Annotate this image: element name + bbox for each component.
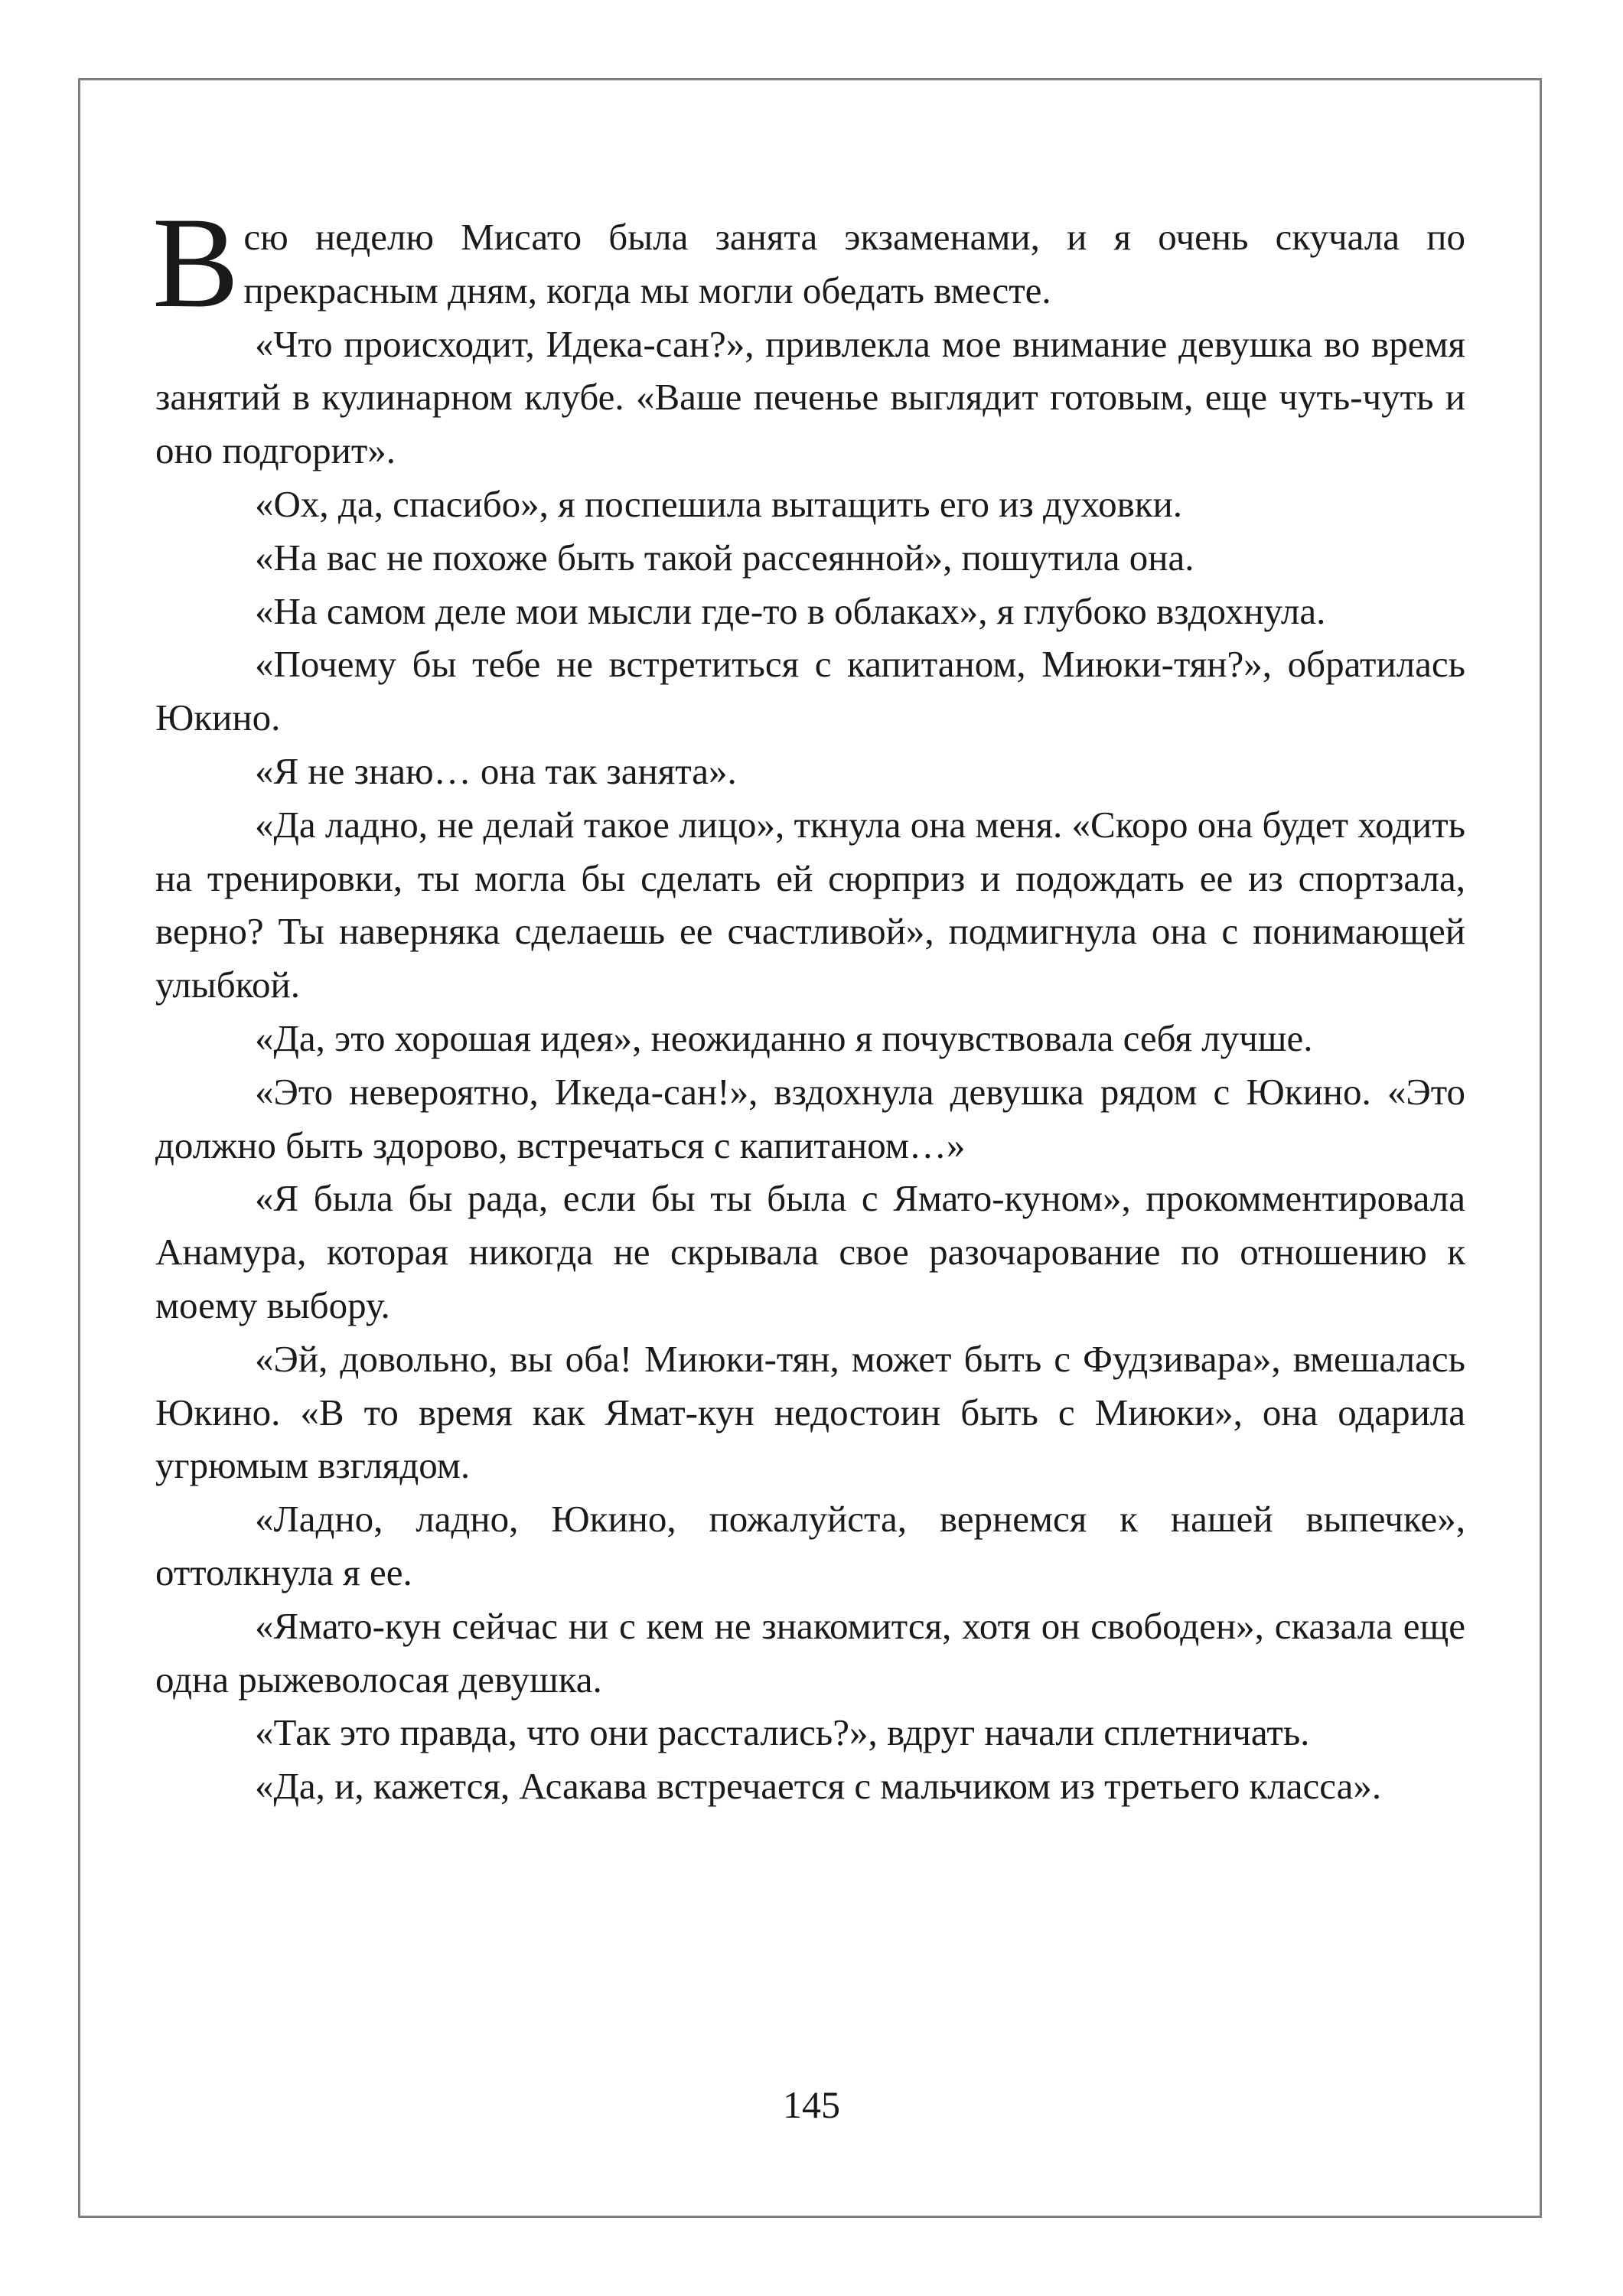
paragraph: «Что происходит, Идека-сан?», привлекла мое внимание девушка во время занятий в кулинарном клубе. «Ваше печенье выглядит готовым, еще чуть-чуть и оно подгорит». xyxy=(155,322,1465,472)
paragraph-text: сю неделю Мисато была занята экзаменами, и я очень скучала по прекрасным дням, когда мы могли обедать вместе. xyxy=(243,216,1465,311)
paragraph: «Это невероятно, Икеда-сан!», вздохнула девушка рядом с Юкино. «Это должно быть здорово, встречаться с капитаном…» xyxy=(155,1070,1465,1166)
paragraph: «На вас не похоже быть такой рассеянной», пошутила она. xyxy=(255,536,1194,579)
paragraph: «Ладно, ладно, Юкино, пожалуйста, вернемся к нашей выпечке», оттолкнула я ее. xyxy=(155,1498,1465,1593)
paragraph: «Ох, да, спасибо», я поспешила вытащить его из духовки. xyxy=(255,482,1183,525)
body-text xyxy=(152,191,1465,1813)
paragraph: «Да, и, кажется, Асакава встречается с мальчиком из третьего класса». xyxy=(255,1765,1382,1808)
drop-cap: В xyxy=(152,191,240,334)
paragraph: «Я не знаю… она так занята». xyxy=(255,749,737,792)
paragraph: «Я была бы рада, если бы ты была с Ямато-куном», прокомментировала Анамура, которая никогда не скрывала свое разочарование по отношению к моему выбору. xyxy=(155,1177,1465,1326)
page-number: 145 xyxy=(783,2083,840,2126)
paragraph: «Да ладно, не делай такое лицо», ткнула она меня. «Скоро она будет ходить на тренировки, ты могла бы сделать ей сюрприз и подождать ее из спортзала, верно? Ты наверняка сделаешь ее счастливой», подмигнула она с понимающей улыбкой. xyxy=(155,803,1465,1006)
paragraph: «Почему бы тебе не встретиться с капитаном, Миюки-тян?», обратилась Юкино. xyxy=(155,643,1465,739)
paragraph: «На самом деле мои мысли где-то в облаках», я глубоко вздохнула. xyxy=(255,589,1326,632)
paragraph: «Эй, довольно, вы оба! Миюки-тян, может быть с Фудзивара», вмешалась Юкино. «В то время как Ямат-кун недостоин быть с Миюки», она одарила угрюмым взглядом. xyxy=(155,1337,1465,1487)
paragraph: «Да, это хорошая идея», неожиданно я почувствовала себя лучше. xyxy=(255,1016,1313,1059)
paragraph: «Так это правда, что они расстались?», вдруг начали сплетничать. xyxy=(255,1711,1310,1754)
paragraph: «Ямато-кун сейчас ни с кем не знакомится, хотя он свободен», сказала еще одна рыжеволосая девушка. xyxy=(155,1604,1465,1701)
paragraph xyxy=(152,191,1465,334)
